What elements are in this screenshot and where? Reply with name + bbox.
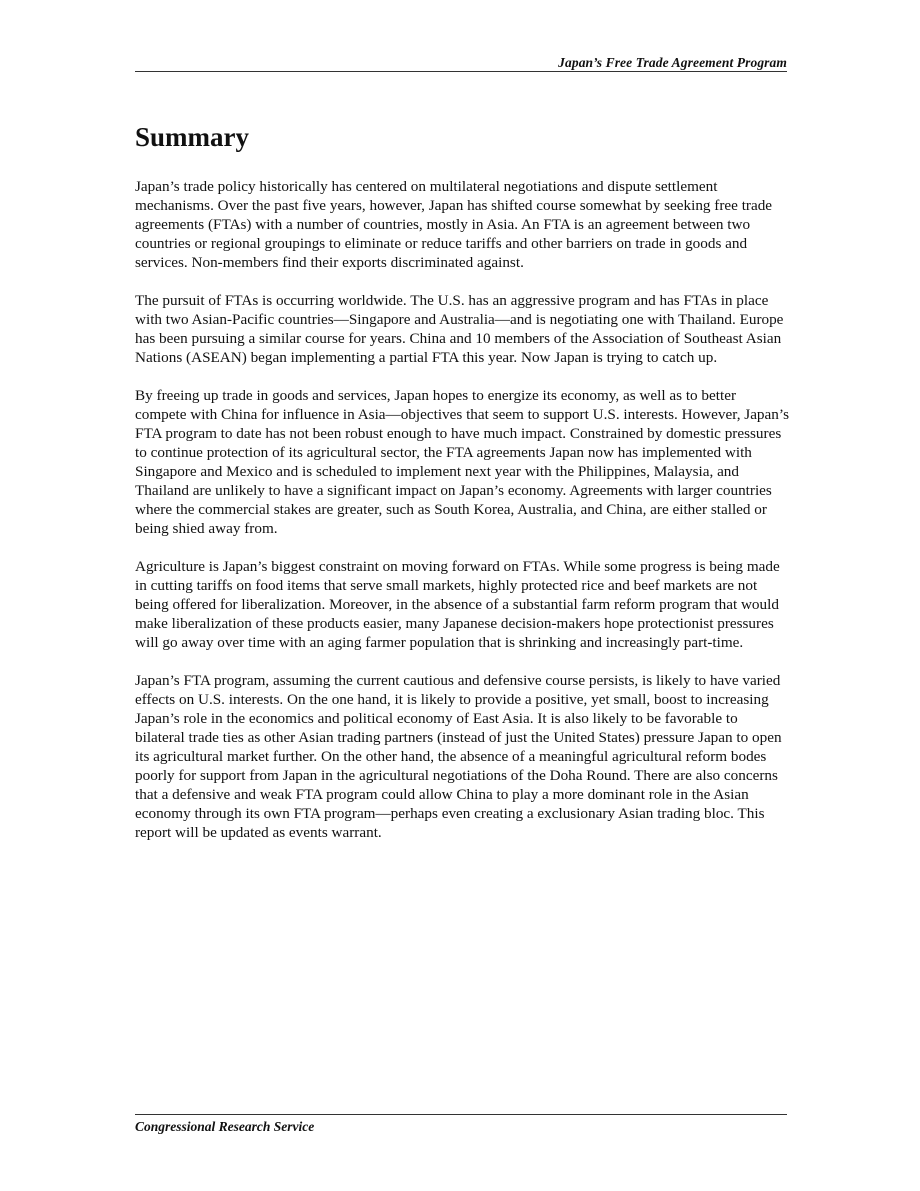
summary-paragraph-4: Agriculture is Japan’s biggest constraint on moving forward on FTAs. While some progress is being made in cutting tariffs on food items that serve small markets, highly protected rice and beef markets are not being offered for liberalization. Moreover, in the absence of a substantial farm reform program that would make liberalization of these products easier, many Japanese decision-makers hope protectionist pressures will go away over time with an aging farmer population that is shrinking and increasingly part-time. [135, 558, 780, 651]
section-heading: Summary [135, 122, 249, 152]
summary-paragraph-5: Japan’s FTA program, assuming the current cautious and defensive course persists, is likely to have varied effects on U.S. interests. On the one hand, it is likely to provide a positive, yet small, boost to increasing Japan’s role in the economics and political economy of East Asia. It is also likely to be favorable to bilateral trade ties as other Asian trading partners (instead of just the United States) pressure Japan to open its agricultural market further. On the other hand, the absence of a meaningful agricultural reform bodes poorly for support from Japan in the agricultural negotiations of the Doha Round. There are also concerns that a defensive and weak FTA program could allow China to play a more dominant role in the Asian economy through its own FTA program—perhaps even creating a exclusionary Asian trading bloc. This report will be updated as events warrant. [135, 672, 782, 841]
running-header: Japan’s Free Trade Agreement Program [558, 55, 787, 70]
summary-body [135, 177, 791, 861]
running-footer: Congressional Research Service [135, 1119, 315, 1134]
footer-divider [135, 1114, 787, 1115]
summary-paragraph-2: The pursuit of FTAs is occurring worldwide. The U.S. has an aggressive program and has FTAs in place with two Asian-Pacific countries—Singapore and Australia—and is negotiating one with Thailand. Europe has been pursuing a similar course for years. China and 10 members of the Association of Southeast Asian Nations (ASEAN) began implementing a partial FTA this year. Now Japan is trying to catch up. [135, 292, 784, 366]
summary-paragraph-1: Japan’s trade policy historically has centered on multilateral negotiations and dispute settlement mechanisms. Over the past five years, however, Japan has shifted course somewhat by seeking free trade agreements (FTAs) with a number of countries, mostly in Asia. An FTA is an agreement between two countries or regional groupings to eliminate or reduce tariffs and other barriers on trade in goods and services. Non-members find their exports discriminated against. [135, 178, 773, 271]
header-divider [135, 71, 787, 72]
summary-paragraph-3: By freeing up trade in goods and services, Japan hopes to energize its economy, as well as to better compete with China for influence in Asia—objectives that seem to support U.S. interests. However, Japan’s FTA program to date has not been robust enough to have much impact. Constrained by domestic pressures to continue protection of its agricultural sector, the FTA agreements Japan now has implemented with Singapore and Mexico and is scheduled to implement next year with the Philippines, Malaysia, and Thailand are unlikely to have a significant impact on Japan’s economy. Agreements with larger countries where the commercial stakes are greater, such as South Korea, Australia, and China, are either stalled or being shied away from. [135, 387, 789, 537]
